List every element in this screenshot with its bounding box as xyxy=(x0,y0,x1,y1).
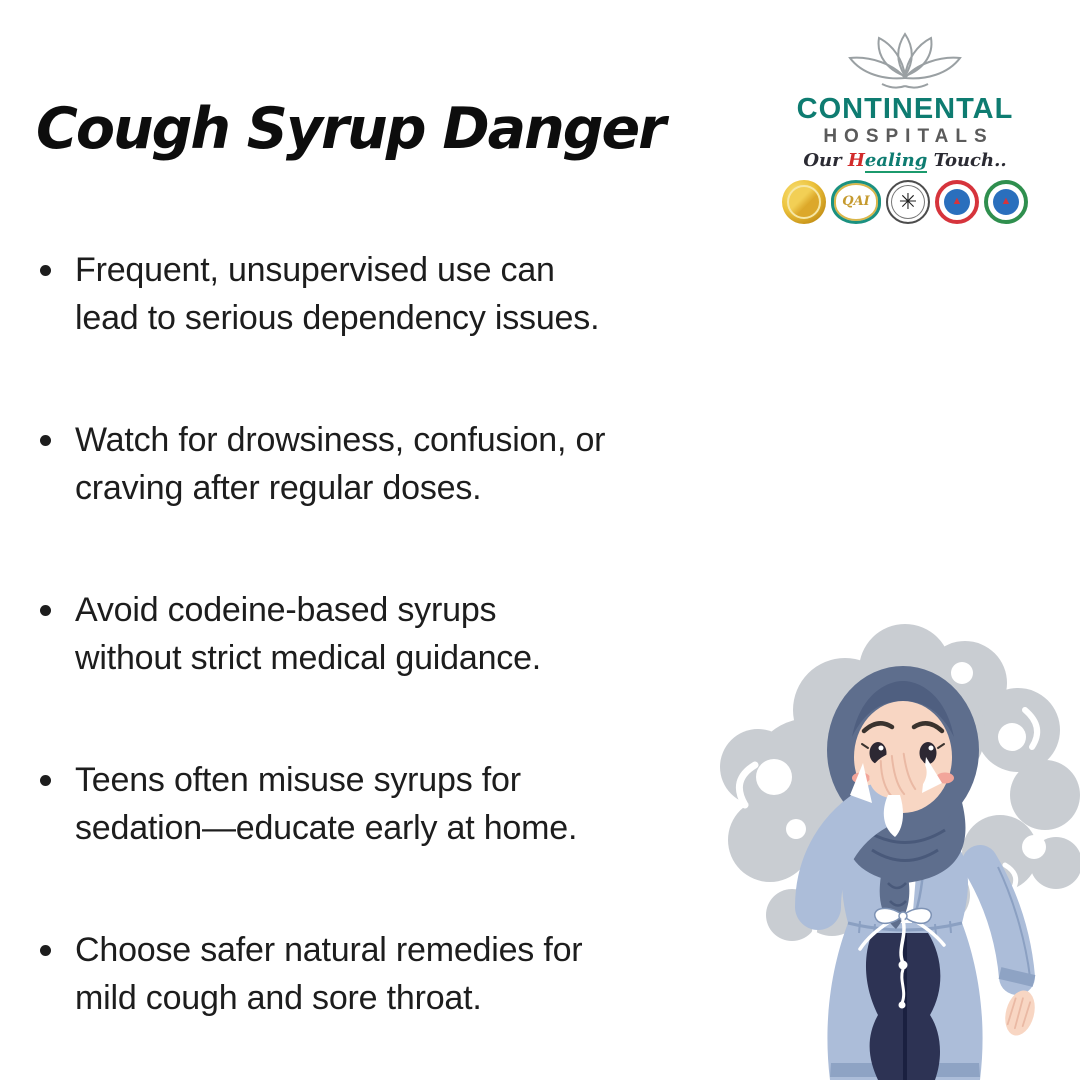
list-item xyxy=(36,586,781,682)
hospital-logo xyxy=(780,30,1030,224)
list-item xyxy=(36,416,781,512)
woman-coughing-illustration xyxy=(700,615,1080,1080)
bullet-line: Frequent, unsupervised use can xyxy=(75,251,555,289)
tagline-touch: Touch.. xyxy=(927,150,1007,172)
qai-accreditation-badge-icon xyxy=(831,180,881,224)
bullet-dot-icon xyxy=(40,605,51,616)
list-item xyxy=(36,926,781,1022)
nabh-green-core xyxy=(993,189,1019,215)
national-emblem-badge-icon xyxy=(886,180,930,224)
bullet-line: lead to serious dependency issues. xyxy=(75,299,600,337)
nabh-red-badge-icon xyxy=(935,180,979,224)
bullet-dot-icon xyxy=(40,775,51,786)
page-title: Cough Syrup Danger xyxy=(36,96,665,162)
accreditation-badges xyxy=(780,180,1030,224)
bullet-line: craving after regular doses. xyxy=(75,469,482,507)
nabh-green-badge-icon xyxy=(984,180,1028,224)
nabh-red-figure: ▲ xyxy=(951,195,963,208)
bullet-line: Choose safer natural remedies for xyxy=(75,931,583,969)
bullet-list xyxy=(36,246,781,1080)
list-item xyxy=(36,246,781,342)
bullet-line: mild cough and sore throat. xyxy=(75,979,482,1017)
bullet-line: Teens often misuse syrups for xyxy=(75,761,521,799)
nabh-red-core xyxy=(944,189,970,215)
bullet-line: Avoid codeine-based syrups xyxy=(75,591,497,629)
lotus-icon xyxy=(842,30,968,92)
emblem-glyph: ✳ xyxy=(898,188,918,214)
gold-medal-badge-icon xyxy=(782,180,826,224)
nabh-green-figure: ▲ xyxy=(1000,195,1012,208)
bullet-dot-icon xyxy=(40,265,51,276)
bullet-dot-icon xyxy=(40,945,51,956)
qai-label: QAI xyxy=(842,194,870,210)
bullet-line: without strict medical guidance. xyxy=(75,639,542,677)
brand-tagline xyxy=(780,150,1030,172)
tagline-our: Our xyxy=(803,150,848,172)
list-item xyxy=(36,756,781,852)
tagline-ealing: ealing xyxy=(864,150,928,172)
tagline-h: H xyxy=(847,150,865,172)
bullet-line: Watch for drowsiness, confusion, or xyxy=(75,421,606,459)
bullet-dot-icon xyxy=(40,435,51,446)
bullet-line: sedation—educate early at home. xyxy=(75,809,578,847)
brand-subname: HOSPITALS xyxy=(823,126,994,148)
brand-name: CONTINENTAL xyxy=(796,93,1014,125)
gold-medal-core xyxy=(787,185,821,219)
